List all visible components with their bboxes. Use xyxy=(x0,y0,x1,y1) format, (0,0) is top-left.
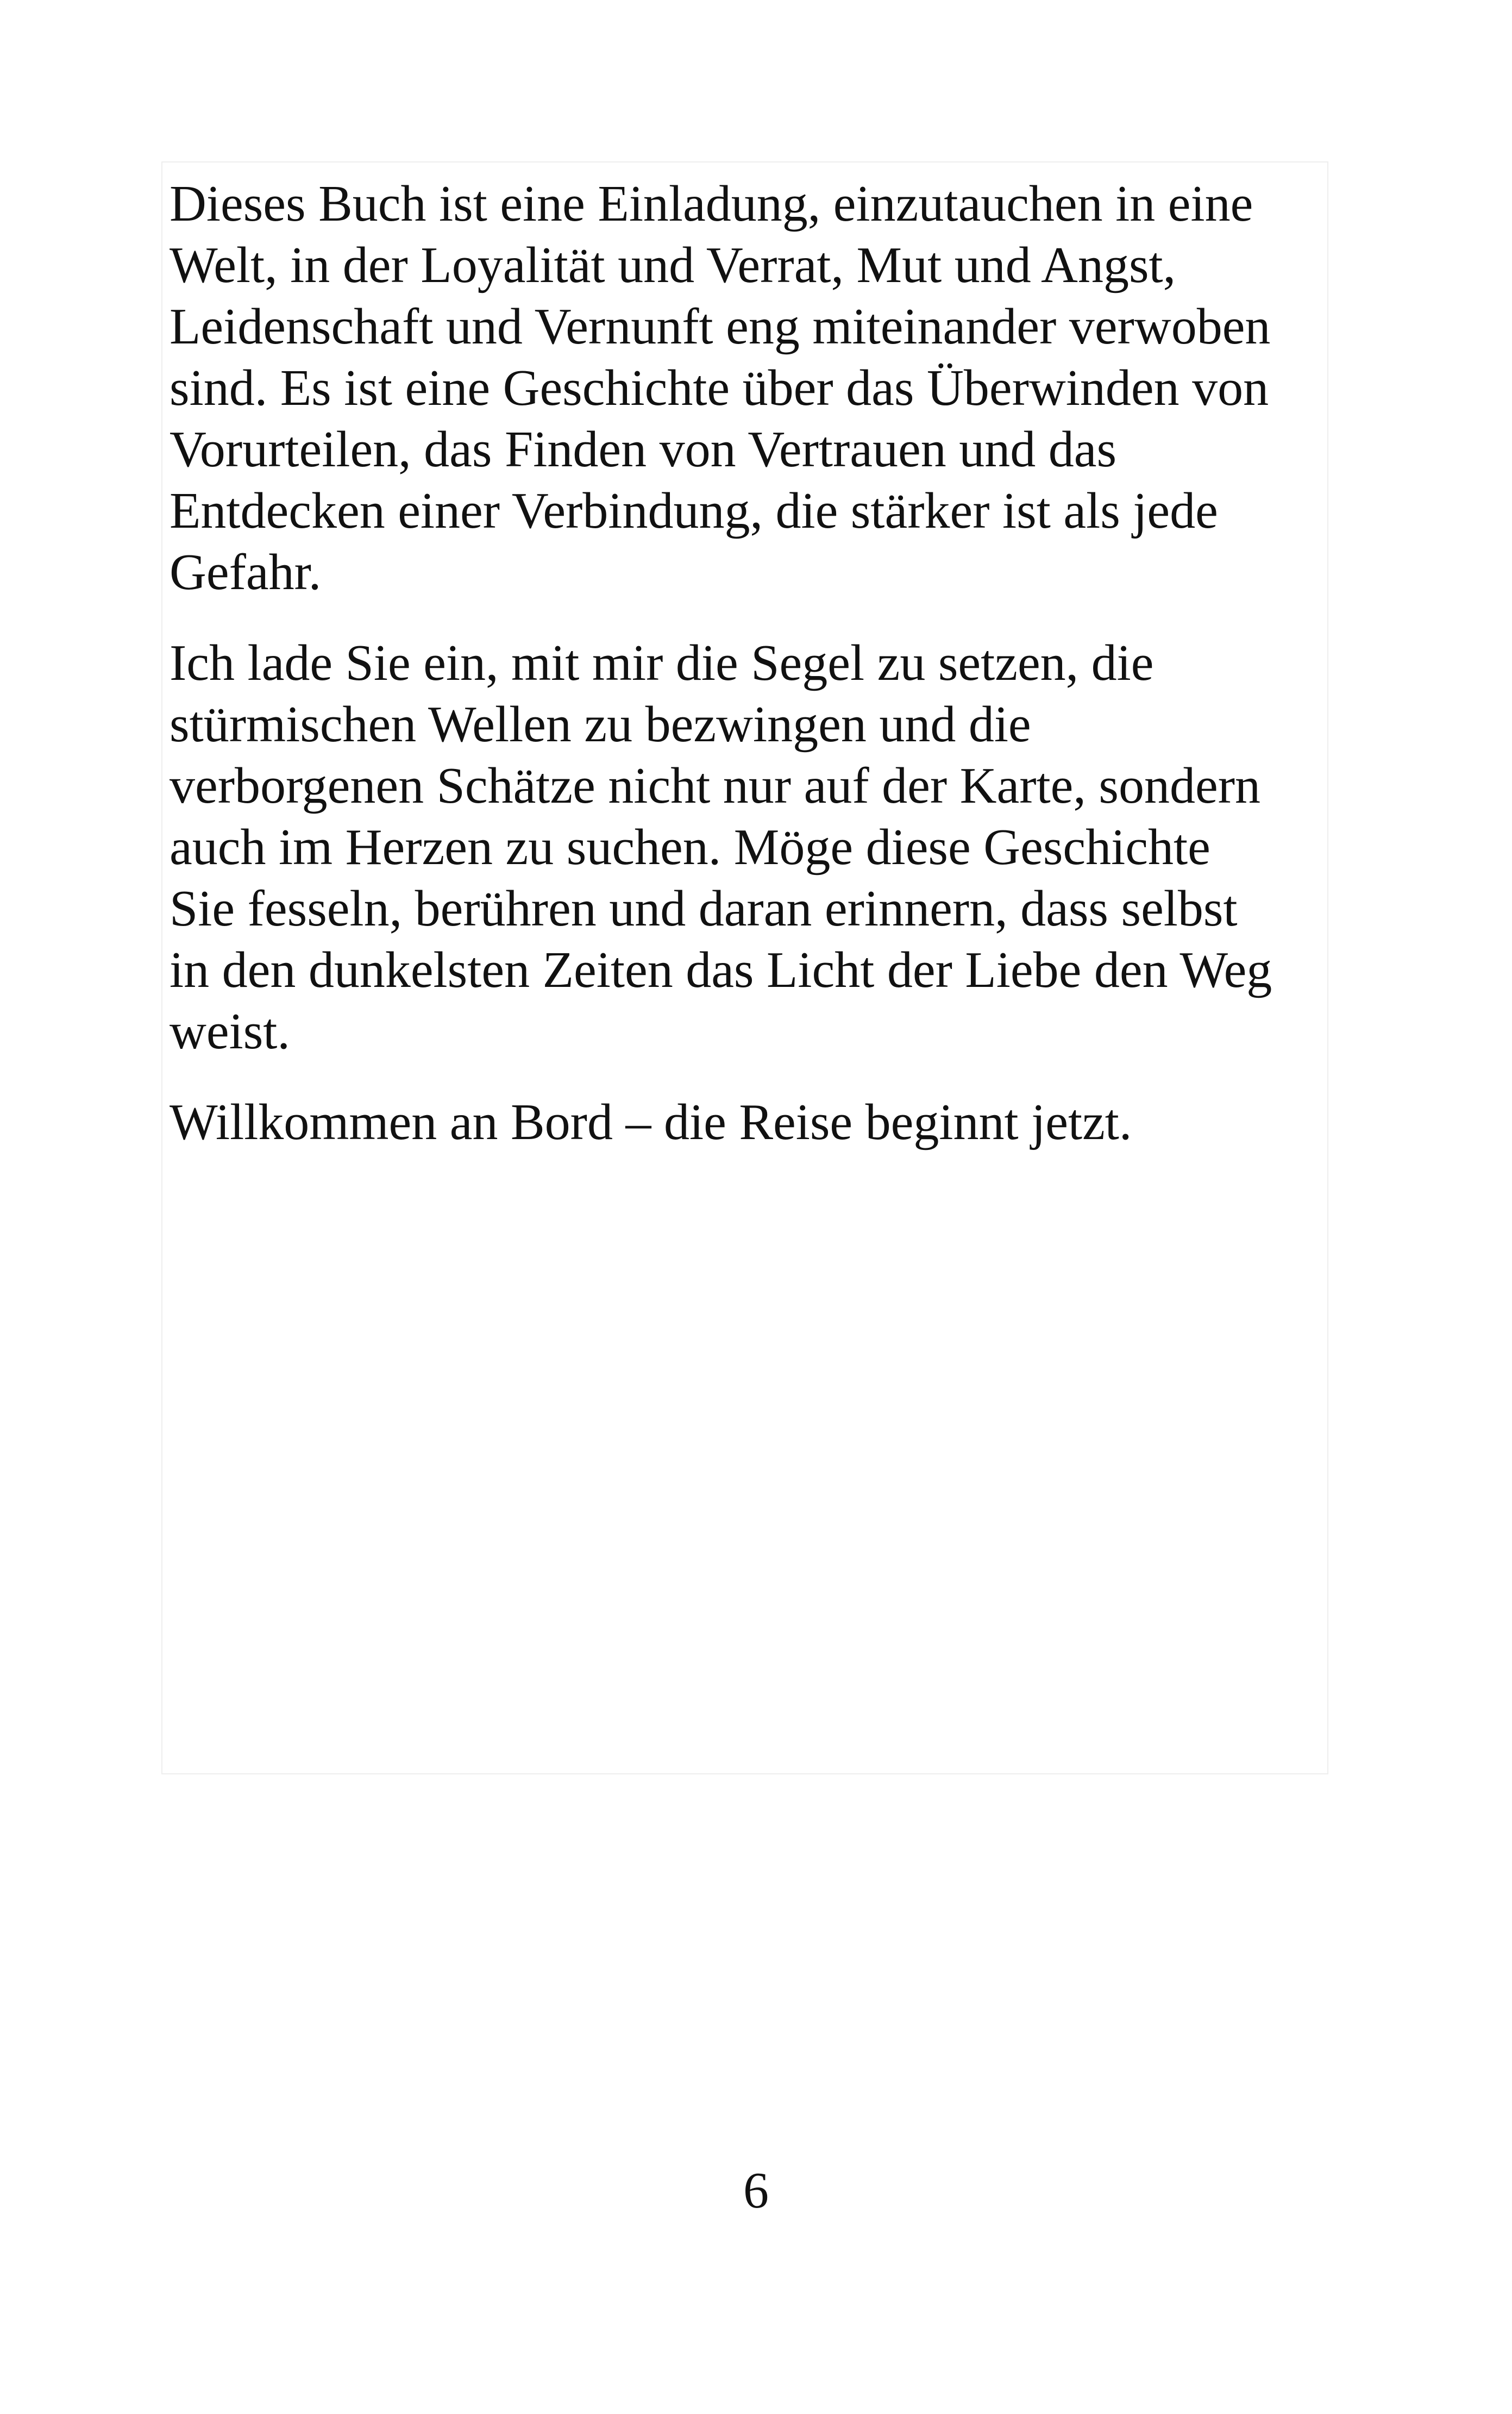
paragraph xyxy=(170,1092,1338,1153)
text-line: weist. xyxy=(170,1003,290,1060)
page-number: 6 xyxy=(743,2162,769,2219)
paragraph xyxy=(170,633,1338,1062)
text-frame xyxy=(161,161,1328,1774)
paragraph xyxy=(170,173,1338,603)
text-line: in den dunkelsten Zeiten das Licht der Liebe den Weg xyxy=(170,942,1272,998)
text-line: Willkommen an Bord – die Reise beginnt jetzt. xyxy=(170,1094,1132,1150)
text-line: Ich lade Sie ein, mit mir die Segel zu setzen, die xyxy=(170,635,1154,691)
text-line: Entdecken einer Verbindung, die stärker ist als jede xyxy=(170,483,1218,539)
text-line: Dieses Buch ist eine Einladung, einzutauchen in eine xyxy=(170,176,1253,232)
text-line: Leidenschaft und Vernunft eng miteinander verwoben xyxy=(170,298,1271,355)
body-text xyxy=(170,173,1338,1183)
text-line: stürmischen Wellen zu bezwingen und die xyxy=(170,696,1031,753)
text-line: Vorurteilen, das Finden von Vertrauen und das xyxy=(170,421,1117,478)
text-line: Sie fesseln, berühren und daran erinnern, dass selbst xyxy=(170,880,1238,937)
text-line: auch im Herzen zu suchen. Möge diese Geschichte xyxy=(170,819,1210,875)
text-line: Welt, in der Loyalität und Verrat, Mut und Angst, xyxy=(170,237,1176,293)
text-line: Gefahr. xyxy=(170,544,322,601)
text-line: sind. Es ist eine Geschichte über das Überwinden von xyxy=(170,360,1269,416)
text-line: verborgenen Schätze nicht nur auf der Karte, sondern xyxy=(170,758,1261,814)
